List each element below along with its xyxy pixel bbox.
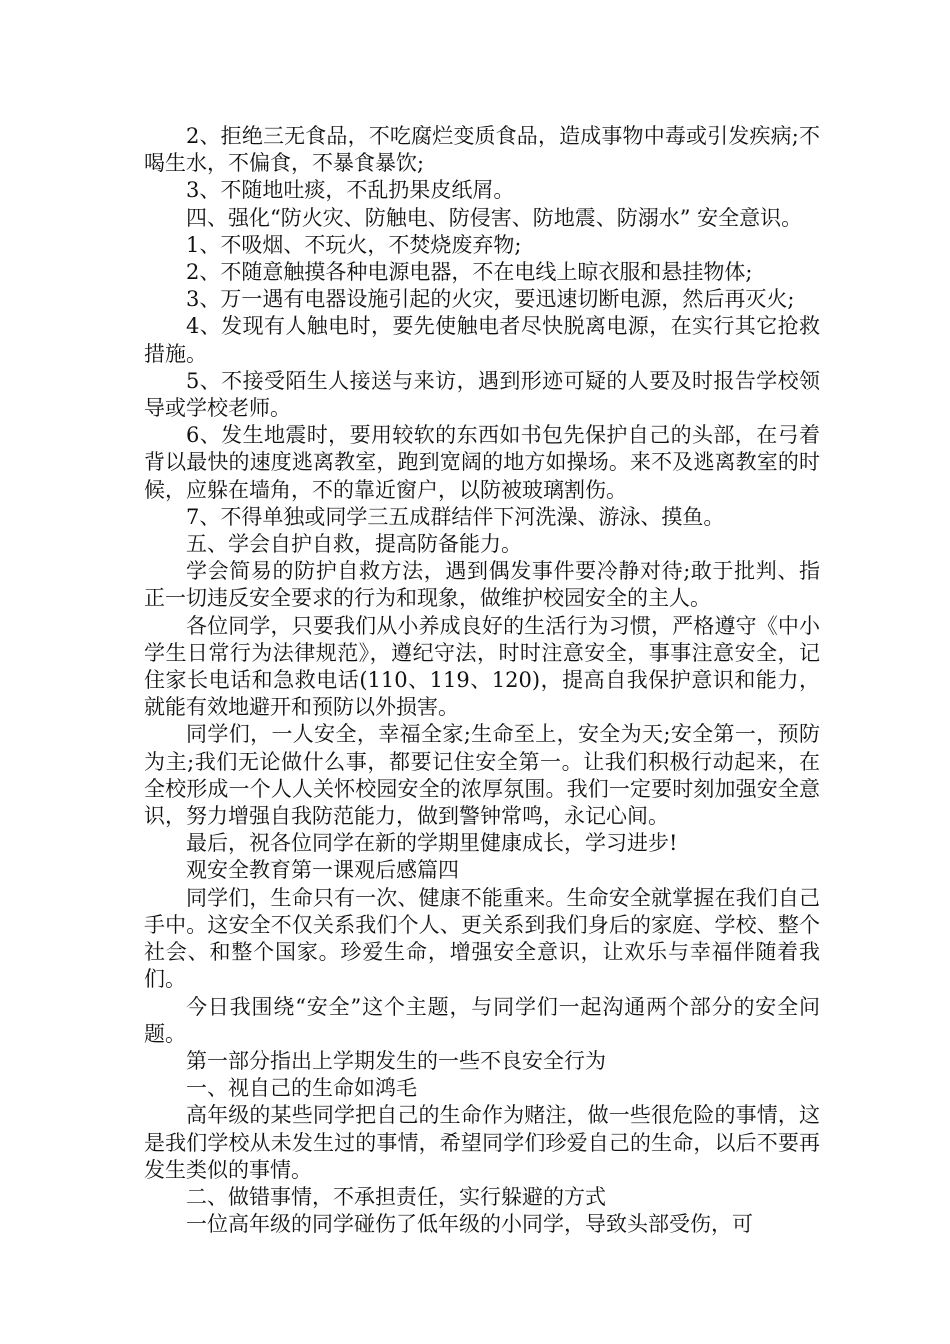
paragraph: 各位同学，只要我们从小养成良好的生活行为习惯，严格遵守《中小学生日常行为法律规范》，遵纪守法，时时注意安全，事事注意安全，记住家长电话和急救电话(110、119、120)，提高自我保护意识和能力，就能有效地避开和预防以外损害。 <box>144 613 820 720</box>
section-heading: 第一部分指出上学期发生的一些不良安全行为 <box>186 1048 606 1073</box>
article-title: 观安全教育第一课观后感篇四 <box>186 858 459 883</box>
paragraph: 同学们，生命只有一次、健康不能重来。生命安全就掌握在我们自己手中。这安全不仅关系我们个人、更关系到我们身后的家庭、学校、整个社会、和整个国家。珍爱生命，增强安全意识，让欢乐与幸福伴随着我们。 <box>144 885 820 992</box>
paragraph: 2、不随意触摸各种电源电器，不在电线上晾衣服和悬挂物体; <box>186 260 753 285</box>
paragraph: 4、发现有人触电时，要先使触电者尽快脱离电源，在实行其它抢救措施。 <box>144 314 820 366</box>
paragraph: 6、发生地震时，要用较软的东西如书包先保护自己的头部，在弓着背以最快的速度逃离教室，跑到宽阔的地方如操场。来不及逃离教室的时候，应躲在墙角，不的靠近窗户，以防被玻璃割伤。 <box>144 423 820 502</box>
paragraph: 3、不随地吐痰，不乱扔果皮纸屑。 <box>186 178 515 203</box>
section-heading: 一、视自己的生命如鸿毛 <box>186 1076 417 1101</box>
section-heading: 四、强化“防火灾、防触电、防侵害、防地震、防溺水” 安全意识。 <box>186 205 803 230</box>
document-body <box>144 123 820 1238</box>
paragraph: 7、不得单独或同学三五成群结伴下河洗澡、游泳、摸鱼。 <box>186 504 725 529</box>
paragraph: 2、拒绝三无食品，不吃腐烂变质食品，造成事物中毒或引发疾病;不喝生水，不偏食，不暴食暴饮; <box>144 124 820 176</box>
paragraph: 5、不接受陌生人接送与来访，遇到形迹可疑的人要及时报告学校领导或学校老师。 <box>144 368 820 421</box>
paragraph: 今日我围绕“安全”这个主题，与同学们一起沟通两个部分的安全问题。 <box>144 994 820 1046</box>
section-heading: 二、做错事情，不承担责任，实行躲避的方式 <box>186 1184 606 1209</box>
paragraph: 学会简易的防护自救方法，遇到偶发事件要冷静对待;敢于批判、指正一切违反安全要求的行为和现象，做维护校园安全的主人。 <box>144 559 820 611</box>
paragraph: 最后，祝各位同学在新的学期里健康成长，学习进步! <box>186 831 678 856</box>
paragraph: 3、万一遇有电器设施引起的火灾，要迅速切断电源，然后再灭火; <box>186 287 795 312</box>
paragraph: 同学们，一人安全，幸福全家;生命至上，安全为天;安全第一，预防为主;我们无论做什么事，都要记住安全第一。让我们积极行动起来，在全校形成一个人人关怀校园安全的浓厚氛围。我们一定要时刻加强安全意识，努力增强自我防范能力，做到警钟常鸣，永记心间。 <box>144 722 820 829</box>
paragraph: 1、不吸烟、不玩火，不焚烧废弃物; <box>186 232 522 257</box>
paragraph: 一位高年级的同学碰伤了低年级的小同学，导致头部受伤，可 <box>186 1212 753 1237</box>
paragraph: 高年级的某些同学把自己的生命作为赌注，做一些很危险的事情，这是我们学校从未发生过的事情，希望同学们珍爱自己的生命，以后不要再发生类似的事情。 <box>144 1103 820 1182</box>
section-heading: 五、学会自护自救，提高防备能力。 <box>186 532 522 557</box>
